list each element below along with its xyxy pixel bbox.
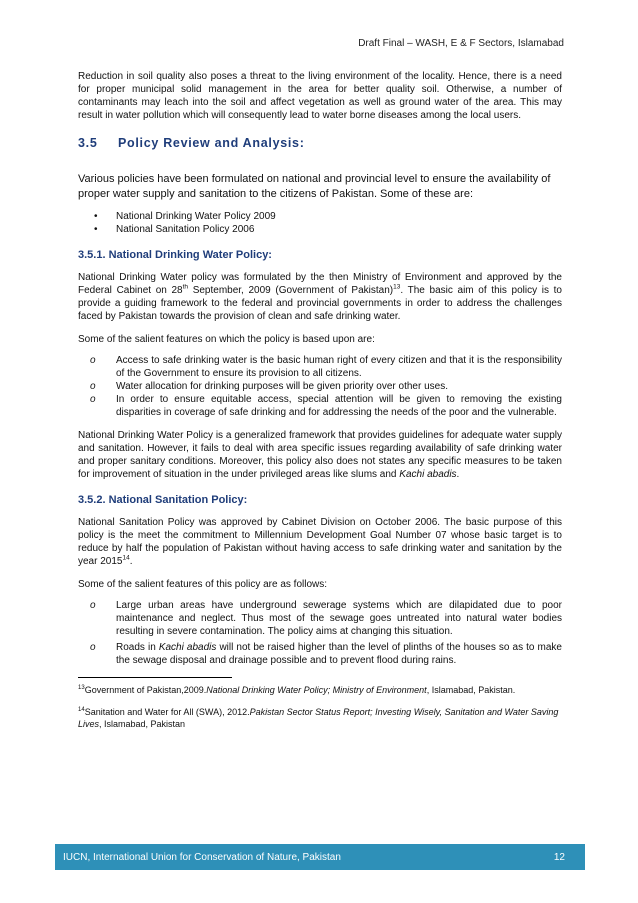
paragraph: National Sanitation Policy was approved by Cabinet Division on October 2006. The basic purpose of this policy is the meet the commitment to Millennium Development Goal Number 07 whose basic target is to reduce by half the population of Pakistan without having access to safe drinking water and sanitation by the year 2015$^{14}$. bbox=[78, 517, 562, 567]
section-title: Policy Review and Analysis: bbox=[118, 136, 305, 150]
list-item: o Large urban areas have underground sewerage systems which are dilapidated due to poor maintenance and neglect. Thus most of the sewage goes untreated into natural water bodies resulting in severe contamination. The policy aims at changing this situation. bbox=[78, 599, 562, 638]
footnote-divider bbox=[78, 677, 232, 678]
page-body bbox=[78, 70, 562, 730]
subsection-heading-352: 3.5.2. National Sanitation Policy: bbox=[78, 494, 248, 506]
section-number: 3.5 bbox=[78, 136, 98, 150]
footnote-14: $^{14}$Sanitation and Water for All (SWA), 2012.Pakistan Sector Status Report; Investing Wisely, Sanitation and Water Saving Lives, Islamabad, Pakistan bbox=[78, 707, 559, 729]
footnote-13: $^{13}$Government of Pakistan,2009.National Drinking Water Policy; Ministry of Environment, Islamabad, Pakistan. bbox=[78, 685, 516, 695]
policies-intro: Various policies have been formulated on national and provincial level to ensure the availability of proper water supply and sanitation to the citizens of Pakistan. Some of these are: bbox=[78, 173, 551, 200]
paragraph: National Drinking Water policy was formulated by the then Ministry of Environment and approved by the Federal Cabinet on 28th September, 2009 (Government of Pakistan)$^{13}$. The basic aim of this policy is to provide a guiding framework to the federal and provincial governments in order to address the challenges faced by Pakistan towards the provision of clean and safe drinking water. bbox=[78, 272, 562, 322]
intro-paragraph: Reduction in soil quality also poses a threat to the living environment of the locality. Hence, there is a need for proper municipal solid management in the area for better quality soil. Otherwise, a number of contaminants may leach into the soil and affect vegetation as well as ground water of the area. This may result in water pollution which will consequently lead to water borne diseases among the local users. bbox=[78, 71, 562, 121]
page-footer bbox=[55, 844, 585, 870]
paragraph: National Drinking Water Policy is a generalized framework that provides guidelines for adequate water supply and sanitation. However, it fails to deal with area specific issues regarding availability of safe drinking water and proper sanitary conditions. Moreover, this policy also does not states any specific measures to be taken for improvement of situation in the under privileged areas like slums and Kachi abadis. bbox=[78, 430, 562, 480]
list-item: • National Drinking Water Policy 2009 bbox=[78, 210, 562, 223]
list-item: o Roads in Kachi abadis will not be raised higher than the level of plinths of the houses so as to make the sewage disposal and drainage possible and to prevent flood during rains. bbox=[78, 641, 562, 667]
list-item: o Water allocation for drinking purposes will be given priority over other uses. bbox=[78, 380, 562, 393]
footnote-ref: 13 bbox=[393, 283, 401, 291]
feature-list bbox=[78, 599, 562, 667]
page-number: 12 bbox=[553, 851, 565, 863]
paragraph: Some of the salient features on which the policy is based upon are: bbox=[78, 334, 375, 345]
list-item: • National Sanitation Policy 2006 bbox=[78, 223, 562, 236]
footnote-ref: 14 bbox=[122, 554, 130, 562]
list-item: o Access to safe drinking water is the basic human right of every citizen and that it is the responsibility of the Government to ensure its provision to all citizens. bbox=[78, 354, 562, 380]
list-item: o In order to ensure equitable access, special attention will be given to removing the existing disparities in coverage of safe drinking and for addressing the needs of the poor and the vulnerable. bbox=[78, 393, 562, 419]
section-heading bbox=[78, 136, 562, 150]
paragraph: Some of the salient features of this policy are as follows: bbox=[78, 579, 328, 590]
footer-organization: IUCN, International Union for Conservation of Nature, Pakistan bbox=[63, 851, 341, 863]
running-header: Draft Final – WASH, E & F Sectors, Islamabad bbox=[358, 38, 564, 49]
subsection-heading-351: 3.5.1. National Drinking Water Policy: bbox=[78, 249, 272, 261]
policy-list bbox=[78, 210, 562, 236]
feature-list bbox=[78, 354, 562, 419]
